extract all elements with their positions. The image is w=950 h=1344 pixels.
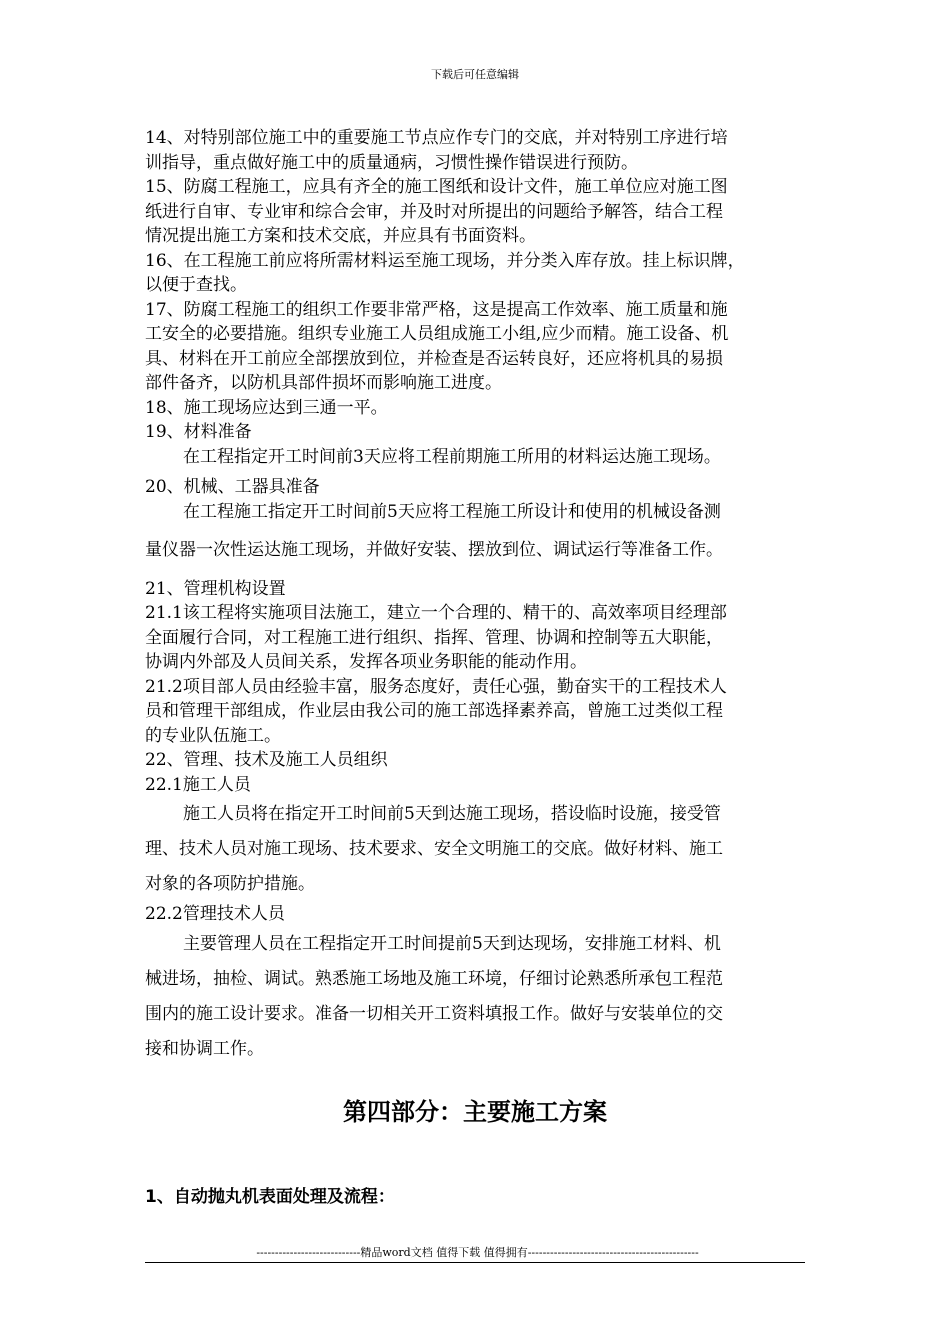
text-line: 21、管理机构设置	[145, 578, 286, 599]
text-line: 的专业队伍施工。	[145, 725, 281, 746]
text-line: 14、对特别部位施工中的重要施工节点应作专门的交底，并对特别工序进行培	[145, 128, 728, 148]
text-line: 情况提出施工方案和技术交底，并应具有书面资料。	[145, 226, 536, 246]
text-line: 员和管理干部组成，作业层由我公司的施工部选择素养高，曾施工过类似工程	[145, 701, 723, 721]
text-line: 全面履行合同，对工程施工进行组织、指挥、管理、协调和控制等五大职能，	[145, 627, 723, 648]
text-line: 16、在工程施工前应将所需材料运至施工现场，并分类入库存放。挂上标识牌，	[145, 250, 745, 271]
text-line: 协调内外部及人员间关系，发挥各项业务职能的能动作用。	[145, 652, 587, 672]
text-line: 21.1该工程将实施项目法施工，建立一个合理的、精干的、高效率项目经理部	[145, 603, 727, 623]
text-line: 训指导，重点做好施工中的质量通病，习惯性操作错误进行预防。	[145, 152, 638, 173]
section-title: 第四部分：主要施工方案	[343, 1098, 607, 1126]
text-line: 理、技术人员对施工现场、技术要求、安全文明施工的交底。做好材料、施工	[145, 839, 723, 859]
footer-rule	[145, 1262, 805, 1263]
text-line: 在工程施工指定开工时间前5天应将工程施工所设计和使用的机械设备测	[183, 501, 721, 522]
text-line: 量仪器一次性运达施工现场，并做好安装、摆放到位、调试运行等准备工作。	[145, 540, 723, 560]
text-line: 围内的施工设计要求。准备一切相关开工资料填报工作。做好与安装单位的交	[145, 1003, 723, 1024]
text-line: 21.2项目部人员由经验丰富，服务态度好，责任心强，勤奋实干的工程技术人	[145, 676, 727, 697]
text-line: 在工程指定开工时间前3天应将工程前期施工所用的材料运达施工现场。	[183, 446, 721, 467]
page-header: 下载后可任意编辑	[431, 68, 519, 81]
text-line: 接和协调工作。	[145, 1038, 264, 1059]
text-line: 具、材料在开工前应全部摆放到位，并检查是否运转良好，还应将机具的易损	[145, 348, 723, 369]
text-line: 15、防腐工程施工，应具有齐全的施工图纸和设计文件，施工单位应对施工图	[145, 177, 728, 197]
text-line: 对象的各项防护措施。	[145, 874, 315, 894]
text-line: 19、材料准备	[145, 422, 252, 442]
text-line: 20、机械、工器具准备	[145, 477, 320, 497]
page-footer: ----------------------------精品word文档 值得下载 值得拥有----------------------------------------------	[256, 1246, 699, 1259]
text-line: 械进场，抽检、调试。熟悉施工场地及施工环境，仔细讨论熟悉所承包工程范	[145, 968, 723, 989]
subheading: 1、自动抛丸机表面处理及流程：	[145, 1187, 395, 1207]
text-line: 以便于查找。	[145, 275, 247, 295]
text-line: 22.2管理技术人员	[145, 904, 285, 924]
text-line: 主要管理人员在工程指定开工时间提前5天到达现场，安排施工材料、机	[183, 933, 721, 954]
text-line: 22、管理、技术及施工人员组织	[145, 750, 388, 770]
text-line: 18、施工现场应达到三通一平。	[145, 397, 388, 418]
text-line: 工安全的必要措施。组织专业施工人员组成施工小组,应少而精。施工设备、机	[145, 324, 729, 344]
text-line: 22.1施工人员	[145, 774, 251, 795]
text-line: 施工人员将在指定开工时间前5天到达施工现场，搭设临时设施，接受管	[183, 804, 721, 824]
text-line: 17、防腐工程施工的组织工作要非常严格，这是提高工作效率、施工质量和施	[145, 299, 728, 320]
text-line: 部件备齐，以防机具部件损坏而影响施工进度。	[145, 373, 502, 393]
text-line: 纸进行自审、专业审和综合会审，并及时对所提出的问题给予解答，结合工程	[145, 201, 723, 222]
document-body	[145, 126, 810, 1067]
